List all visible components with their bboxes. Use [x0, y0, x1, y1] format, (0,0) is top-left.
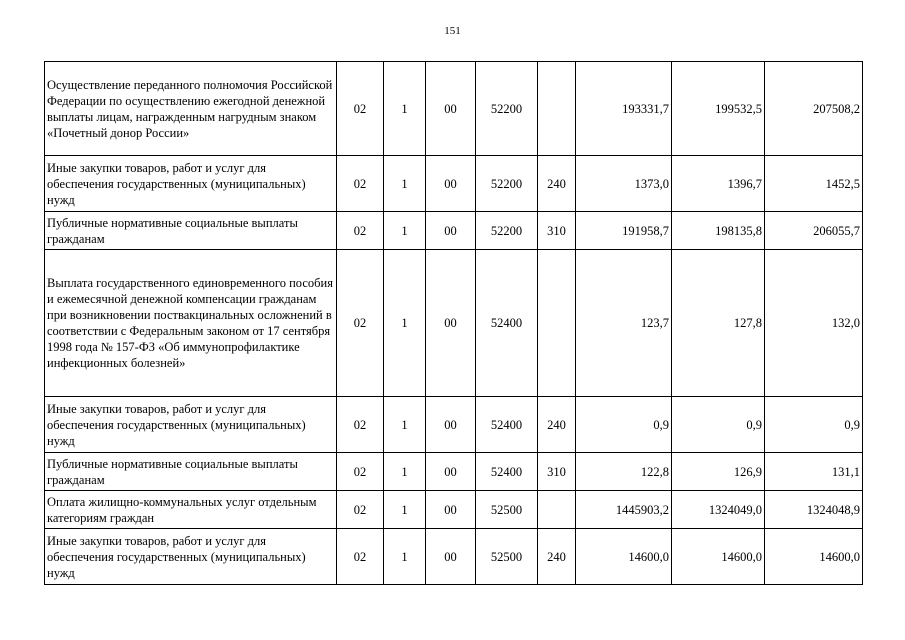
table-row — [45, 397, 863, 453]
subsection-cell: 1 — [384, 491, 426, 529]
amount-year2-cell: 14600,0 — [672, 529, 765, 585]
table-row — [45, 529, 863, 585]
code-cell: 52500 — [476, 491, 538, 529]
amount-year1-cell: 193331,7 — [576, 62, 672, 156]
amount-year1-cell: 123,7 — [576, 250, 672, 397]
expense-type-cell — [538, 491, 576, 529]
group-cell: 00 — [426, 62, 476, 156]
description-cell: Публичные нормативные социальные выплаты гражданам — [45, 212, 337, 250]
table-row — [45, 156, 863, 212]
table-row — [45, 453, 863, 491]
code-cell: 52200 — [476, 156, 538, 212]
amount-year3-cell: 131,1 — [765, 453, 863, 491]
amount-year2-cell: 127,8 — [672, 250, 765, 397]
amount-year3-cell: 206055,7 — [765, 212, 863, 250]
amount-year2-cell: 0,9 — [672, 397, 765, 453]
expense-type-cell — [538, 250, 576, 397]
subsection-cell: 1 — [384, 397, 426, 453]
description-cell: Иные закупки товаров, работ и услуг для обеспечения государственных (муниципальных) нужд — [45, 397, 337, 453]
description-cell: Иные закупки товаров, работ и услуг для обеспечения государственных (муниципальных) нужд — [45, 156, 337, 212]
amount-year2-cell: 1324049,0 — [672, 491, 765, 529]
group-cell: 00 — [426, 491, 476, 529]
description-cell: Публичные нормативные социальные выплаты гражданам — [45, 453, 337, 491]
expense-type-cell: 310 — [538, 212, 576, 250]
code-cell: 52500 — [476, 529, 538, 585]
section-cell: 02 — [337, 529, 384, 585]
table-row — [45, 250, 863, 397]
budget-table — [44, 61, 863, 585]
amount-year3-cell: 207508,2 — [765, 62, 863, 156]
code-cell: 52200 — [476, 62, 538, 156]
section-cell: 02 — [337, 212, 384, 250]
subsection-cell: 1 — [384, 250, 426, 397]
section-cell: 02 — [337, 156, 384, 212]
amount-year3-cell: 132,0 — [765, 250, 863, 397]
table-row — [45, 212, 863, 250]
amount-year2-cell: 198135,8 — [672, 212, 765, 250]
amount-year3-cell: 14600,0 — [765, 529, 863, 585]
expense-type-cell: 240 — [538, 529, 576, 585]
table-row — [45, 491, 863, 529]
expense-type-cell: 310 — [538, 453, 576, 491]
amount-year2-cell: 1396,7 — [672, 156, 765, 212]
subsection-cell: 1 — [384, 212, 426, 250]
section-cell: 02 — [337, 453, 384, 491]
description-cell: Выплата государственного единовременного пособия и ежемесячной денежной компенсации гражданам при возникновении поствакцинальных осложнений в соответствии с Федеральным законом от 17 сентября 1998 года № 157-ФЗ «Об иммунопрофилактике инфекционных болезней» — [45, 250, 337, 397]
section-cell: 02 — [337, 62, 384, 156]
subsection-cell: 1 — [384, 156, 426, 212]
description-cell: Осуществление переданного полномочия Российской Федерации по осуществлению ежегодной денежной выплаты лицам, награжденным нагрудным знаком «Почетный донор России» — [45, 62, 337, 156]
code-cell: 52200 — [476, 212, 538, 250]
group-cell: 00 — [426, 250, 476, 397]
subsection-cell: 1 — [384, 529, 426, 585]
amount-year1-cell: 1445903,2 — [576, 491, 672, 529]
expense-type-cell: 240 — [538, 156, 576, 212]
group-cell: 00 — [426, 156, 476, 212]
subsection-cell: 1 — [384, 62, 426, 156]
expense-type-cell: 240 — [538, 397, 576, 453]
group-cell: 00 — [426, 212, 476, 250]
amount-year1-cell: 1373,0 — [576, 156, 672, 212]
group-cell: 00 — [426, 397, 476, 453]
amount-year1-cell: 0,9 — [576, 397, 672, 453]
amount-year2-cell: 126,9 — [672, 453, 765, 491]
section-cell: 02 — [337, 250, 384, 397]
code-cell: 52400 — [476, 250, 538, 397]
table-body — [45, 62, 863, 585]
description-cell: Иные закупки товаров, работ и услуг для обеспечения государственных (муниципальных) нужд — [45, 529, 337, 585]
table-row — [45, 62, 863, 156]
code-cell: 52400 — [476, 397, 538, 453]
description-cell: Оплата жилищно-коммунальных услуг отдельным категориям граждан — [45, 491, 337, 529]
page-number: 151 — [444, 25, 461, 37]
amount-year3-cell: 1324048,9 — [765, 491, 863, 529]
subsection-cell: 1 — [384, 453, 426, 491]
section-cell: 02 — [337, 491, 384, 529]
amount-year1-cell: 14600,0 — [576, 529, 672, 585]
amount-year3-cell: 1452,5 — [765, 156, 863, 212]
amount-year1-cell: 122,8 — [576, 453, 672, 491]
amount-year3-cell: 0,9 — [765, 397, 863, 453]
expense-type-cell — [538, 62, 576, 156]
amount-year1-cell: 191958,7 — [576, 212, 672, 250]
section-cell: 02 — [337, 397, 384, 453]
group-cell: 00 — [426, 453, 476, 491]
group-cell: 00 — [426, 529, 476, 585]
amount-year2-cell: 199532,5 — [672, 62, 765, 156]
code-cell: 52400 — [476, 453, 538, 491]
